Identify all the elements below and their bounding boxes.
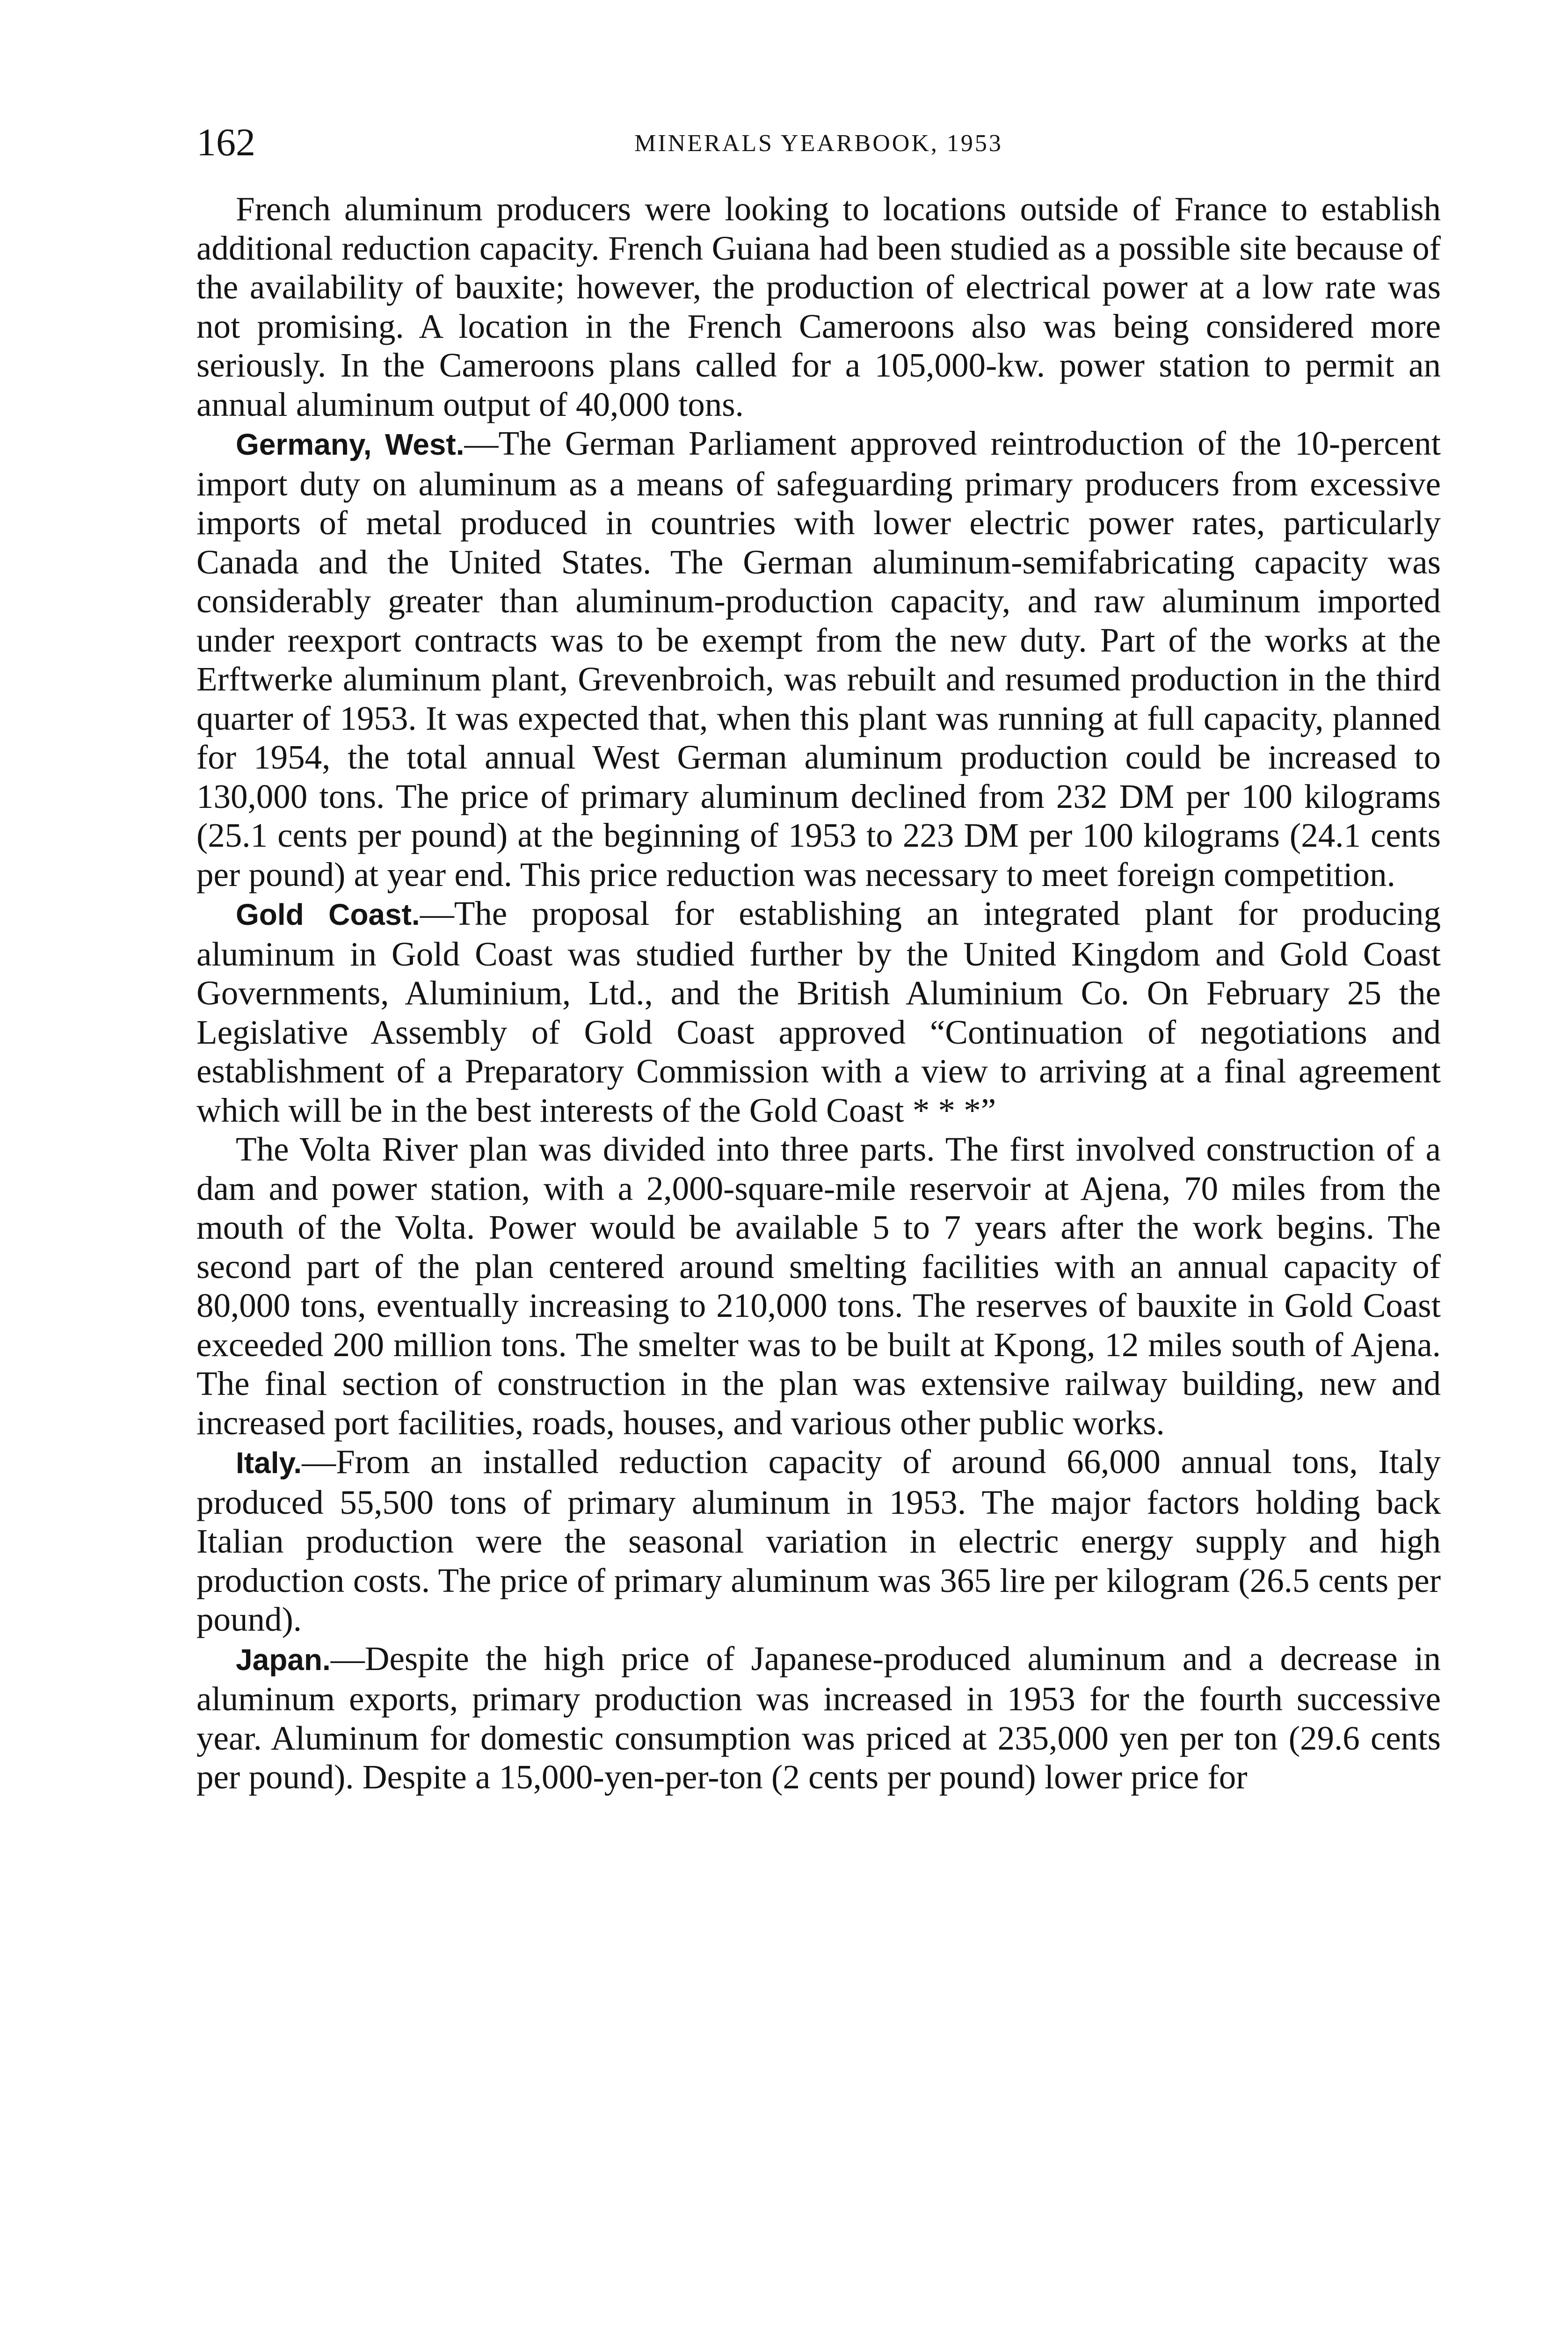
body-text xyxy=(196,189,1441,1797)
section-heading-japan: Japan. xyxy=(236,1642,331,1677)
paragraph-italy xyxy=(196,1442,1441,1639)
running-header xyxy=(196,119,1441,171)
paragraph-japan xyxy=(196,1639,1441,1797)
paragraph-text: —From an installed reduction capacity of around 66,000 annual tons, Italy produced 55,500 tons of primary aluminum in 1953. The major factors holding back Italian production were the seasonal variation in electric energy supply and high production costs. The price of primary aluminum was 365 lire per kilogram (26.5 cents per pound). xyxy=(196,1443,1441,1638)
paragraph-text: —The German Parliament approved reintroduction of the 10-percent import duty on aluminum as a means of safeguarding primary producers from excessive imports of metal produced in countries with lower electric power rates, particularly Canada and the United States. The German aluminum-semifabricating capacity was considerably greater than aluminum-production capacity, and raw aluminum imported under reexport contracts was to be exempt from the new duty. Part of the works at the Erftwerke aluminum plant, Grevenbroich, was rebuilt and resumed production in the third quarter of 1953. It was expected that, when this plant was running at full capacity, planned for 1954, the total annual West German aluminum production could be increased to 130,000 tons. The price of primary aluminum declined from 232 DM per 100 kilograms (25.1 cents per pound) at the beginning of 1953 to 223 DM per 100 kilograms (24.1 cents per pound) at year end. This price reduction was necessary to meet foreign competition. xyxy=(196,424,1441,893)
paragraph-text: —The proposal for establishing an integrated plant for producing aluminum in Gold Coast was studied further by the United Kingdom and Gold Coast Governments, Aluminium, Ltd., and the British Aluminium Co. On February 25 the Legislative Assembly of Gold Coast approved “Continuation of negotiations and establishment of a Preparatory Commission with a view to arriving at a final agreement which will be in the best interests of the Gold Coast * * *” xyxy=(196,894,1441,1129)
page-number: 162 xyxy=(196,121,255,164)
paragraph-text: French aluminum producers were looking to locations outside of France to establish additional reduction capacity. French Guiana had been studied as a possible site because of the availability of bauxite; however, the production of electrical power at a low rate was not promising. A location in the French Cameroons also was being considered more seriously. In the Cameroons plans called for a 105,000-kw. power station to permit an annual aluminum output of 40,000 tons. xyxy=(196,190,1441,423)
section-heading-italy: Italy. xyxy=(236,1446,302,1480)
section-heading-germany-west: Germany, West. xyxy=(236,428,465,461)
paragraph-gold-coast xyxy=(196,894,1441,1130)
section-heading-gold-coast: Gold Coast. xyxy=(236,898,420,931)
paragraph-text: The Volta River plan was divided into three parts. The first involved construction of a dam and power station, with a 2,000-square-mile reservoir at Ajena, 70 miles from the mouth of the Volta. Power would be available 5 to 7 years after the work begins. The second part of the plan centered around smelting facilities with an annual capacity of 80,000 tons, eventually increasing to 210,000 tons. The reserves of bauxite in Gold Coast exceeded 200 million tons. The smelter was to be built at Kpong, 12 miles south of Ajena. The final section of construction in the plan was extensive railway building, new and increased port facilities, roads, houses, and various other public works. xyxy=(196,1130,1441,1442)
paragraph-germany-west xyxy=(196,424,1441,894)
paragraph-volta-river-plan xyxy=(196,1130,1441,1442)
document-page xyxy=(196,119,1441,2339)
paragraph-french-aluminum xyxy=(196,189,1441,424)
paragraph-text: —Despite the high price of Japanese-produced aluminum and a decrease in aluminum exports, primary production was increased in 1953 for the fourth successive year. Aluminum for domestic consumption was priced at 235,000 yen per ton (29.6 cents per pound). Despite a 15,000-yen-per-ton (2 cents per pound) lower price for xyxy=(196,1639,1441,1796)
running-title: MINERALS YEARBOOK, 1953 xyxy=(634,130,1003,157)
